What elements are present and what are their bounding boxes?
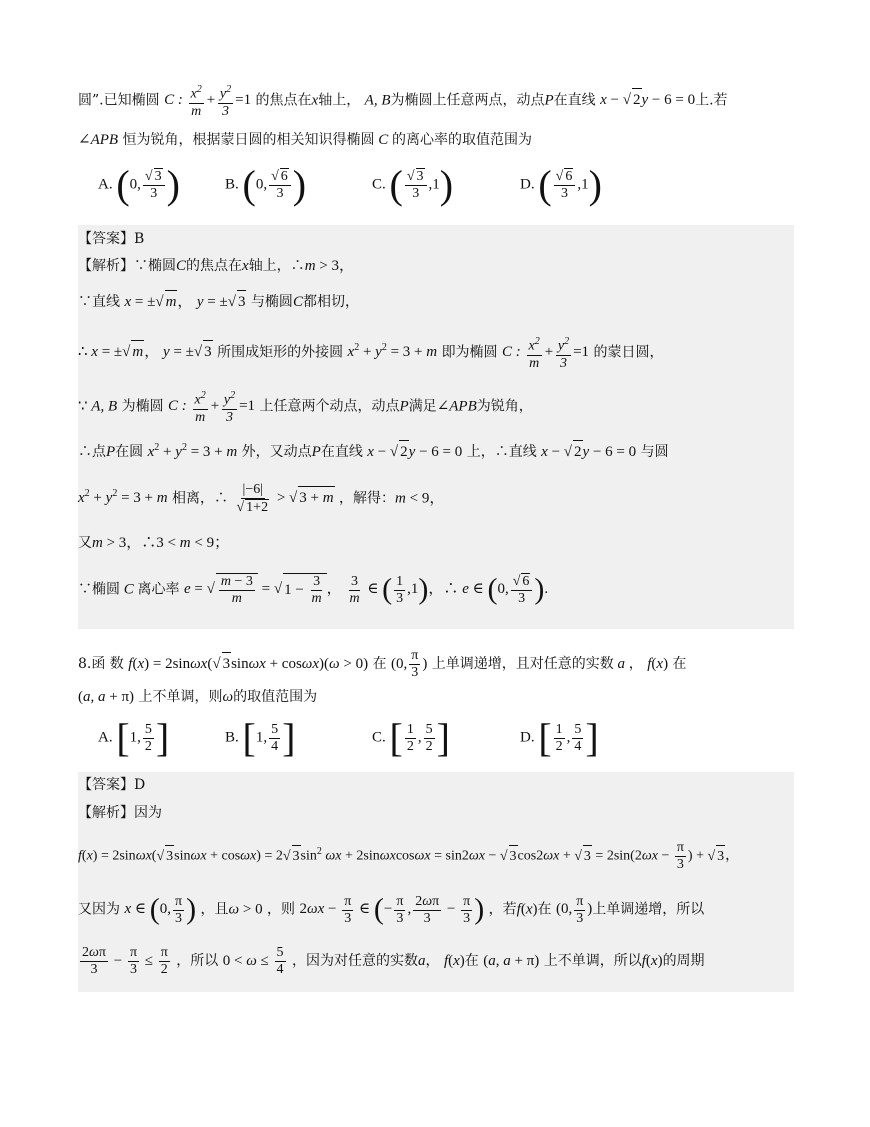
a7-line4 [78, 388, 533, 426]
eq-y: y = ±√ 3 [197, 294, 247, 310]
text: 都相切， [302, 294, 359, 310]
text: 上，∴直线 [466, 444, 537, 460]
fx: f(x) [647, 655, 669, 672]
text: ∵直线 [78, 294, 120, 310]
a7-line6 [78, 482, 444, 516]
q7-line2 [78, 129, 532, 151]
text: 外，又动点 [241, 444, 312, 460]
text: 与圆 [640, 444, 669, 460]
text: 上单调递增，且对任意的实数 [431, 655, 614, 672]
var-omega: ω [222, 689, 234, 705]
text: 的焦点在 [186, 258, 243, 274]
text: 圆”.已知椭圆 [78, 92, 160, 109]
text: 相离，∴ [172, 490, 229, 507]
a7-line8 [78, 570, 548, 610]
circle-eq: $x^2 + y^2 = 3 + m$ [78, 488, 168, 507]
option-label: B. [225, 176, 239, 193]
text: ∵椭圆 [78, 581, 120, 598]
text: 在直线 [553, 92, 596, 109]
text: 轴上，∴ [248, 258, 305, 274]
var-p: P [311, 444, 321, 460]
option-label: B. [225, 729, 239, 746]
text: 上.若 [695, 92, 728, 109]
q8-option-a[interactable]: A. [1, $\frac{5}{2}$ ] [98, 715, 170, 760]
text: ，若 [488, 901, 517, 918]
eccentricity-eq: e = √ $\frac{m - 3}{m}$ = √ 1 − $\frac{3}{m}$ ， $\frac{3}{m}$ ∈ ( $\frac{1}{3}$ ,1)，∴ e ∈ (0, √ $\frac{6}{3}$ ). [184, 581, 548, 597]
line-eq: x − √ 2y − 6 = 0 [541, 444, 636, 460]
omega-pos: ω > 0 [228, 901, 263, 918]
var-p: P [399, 398, 409, 415]
fx: f(x) [641, 952, 663, 969]
eq: ∴ x = ±√ m， y = ±√ 3 [78, 344, 213, 360]
var-c: C [292, 294, 303, 310]
angle-apb: ∠APB [78, 132, 119, 148]
distance-ineq: |−6| √ 1+2 > √ 3 + m [232, 490, 334, 506]
a7-line5 [78, 437, 669, 463]
text: ，则 [267, 901, 296, 918]
a8-line2: f(x) = 2sinωx(√ 3sinωx + cosωx) = 2√ $3\sin^2$ ωx + 2sinωxcosωx = sin2ωx − √ 3cos2ωx + √ 3 = 2sin(2ωx − $\frac{\pi}{3}$ ) + √ 3， [78, 840, 739, 873]
text: 在 [372, 655, 387, 672]
interval: (0, $\frac{\pi}{3}$ ) [391, 648, 428, 680]
text: ，因为对任意的实数 [291, 952, 418, 969]
var-a: a [613, 655, 629, 672]
ineq: m > 3，∴3 < m < 9； [92, 535, 230, 551]
text: 在直线 [320, 444, 363, 460]
a7-line1 [78, 255, 354, 277]
text: 恒为锐角，根据蒙日圆的相关知识得椭圆 [122, 132, 375, 148]
angle-apb: ∠APB [436, 398, 477, 415]
interval: (0, $\frac{\pi}{3}$ ) [555, 893, 593, 926]
because-ab: ∵ A, B [78, 398, 118, 415]
text: ，解得： [339, 490, 396, 507]
fx: f(x) [516, 901, 538, 918]
text: 在 [464, 952, 479, 969]
text: 在 [672, 655, 687, 672]
line-eq: x − √ 2y − 6 = 0 [367, 444, 462, 460]
var-x: x [311, 92, 319, 109]
a8-line3 [78, 890, 704, 930]
text: 即为椭圆 [441, 344, 498, 361]
text: 为锐角， [476, 398, 533, 415]
omega-range: 0 < ω ≤ $\frac{5}{4}$ [222, 945, 284, 977]
text: 8.函 数 [78, 655, 124, 672]
ellipse-eq: C : $\frac{x^2}{m}$ + $\frac{y^2}{3}$ =1 [502, 336, 590, 371]
q7-option-a[interactable]: A. (0, √ $\frac{3}{3}$ ) [98, 165, 180, 205]
text: 满足 [408, 398, 437, 415]
x-interval: x ∈ (0, $\frac{\pi}{3}$ ) [124, 893, 197, 926]
interval-a: (a, a + π) [78, 689, 135, 705]
a8-line4: $\frac{2\omega\pi}{3}$ − $\frac{\pi}{3}$ ≤ $\frac{\pi}{2}$ ，所以 0 < ω ≤ $\frac{5}{4}$ ，因为对任意的实数a， f(x)在 (a, a + π) 上不单调，所以f(x)的周期 [78, 945, 705, 978]
ineq: $\frac{2\omega\pi}{3}$ − $\frac{\pi}{3}$ ≤ $\frac{\pi}{2}$ [82, 945, 168, 977]
option-label: A. [98, 176, 113, 193]
q8-option-b[interactable]: B. [1, $\frac{5}{4}$ ] [225, 715, 296, 760]
option-label: C. [372, 729, 386, 746]
text: 的焦点在 [255, 92, 312, 109]
option-label: D. [520, 729, 535, 746]
circle-eq: $x^2 + y^2 = 3 + m$ [347, 342, 438, 361]
line-eq: x − √ 2y − 6 = 0 [600, 92, 695, 108]
q8-line1: 8.函 数 f(x) = 2sinωx(√ 3sinωx + cosωx)(ω > 0) 在 (0, $\frac{\pi}{3}$ ) 上单调递增，且对任意的实数 a ， f(x) 在 [78, 648, 687, 681]
text: 的离心率的取值范围为 [392, 132, 533, 148]
q8-option-d[interactable]: D. [ $\frac{1}{2}$ , $\frac{5}{4}$ ] [520, 715, 599, 760]
ellipse-eq: C : $\frac{x^2}{m}$ + $\frac{y^2}{3}$ =1 [168, 390, 256, 425]
a7-answer: 【答案】B [78, 231, 145, 247]
text: 【解析】∵椭圆 [78, 258, 176, 274]
var-c: C [120, 581, 138, 598]
a7-line2 [78, 290, 359, 313]
ineq: m < 9， [395, 490, 445, 507]
option-label: D. [520, 176, 535, 193]
interval-a: (a, a + π) [483, 952, 540, 969]
text: 的周期 [662, 952, 705, 969]
var-p: P [544, 92, 554, 109]
var-c: C [374, 132, 393, 148]
var-ab: A, B [364, 92, 391, 109]
q7-option-d[interactable]: D. ( √ $\frac{6}{3}$ ,1) [520, 165, 602, 205]
q7-option-b[interactable]: B. (0, √ $\frac{6}{3}$ ) [225, 165, 306, 205]
var-x: x [242, 258, 249, 274]
text: 又因为 [78, 901, 120, 918]
text: 上单调递增，所以 [592, 901, 705, 918]
option-label: C. [372, 176, 386, 193]
text: 为椭圆上任意两点，动点 [390, 92, 545, 109]
text: 上不单调，则 [138, 689, 223, 705]
text: 上不单调，所以 [543, 952, 642, 969]
text: ∴点 [78, 444, 106, 460]
text: 的蒙日圆， [593, 344, 664, 361]
ineq: m > 3， [304, 258, 354, 274]
arg-range: 2ωx − $\frac{\pi}{3}$ ∈ (− $\frac{\pi}{3}$ , $\frac{2\omega\pi}{3}$ − $\frac{\pi}{3}$ ) [299, 893, 485, 926]
a7-line7 [78, 532, 229, 554]
text: 离心率 [137, 581, 180, 598]
ellipse-eq: C : $\frac{x^2}{m}$ + $\frac{y^2}{3}$ =1 [164, 84, 252, 119]
text: 又 [78, 535, 92, 551]
circle-eq: $x^2 + y^2 = 3 + m$ [147, 442, 238, 460]
q7-option-c[interactable]: C. ( √ $\frac{3}{3}$ ,1) [372, 165, 453, 205]
text: ，且 [200, 901, 229, 918]
var-a: a [417, 952, 426, 969]
text: 为椭圆 [121, 398, 164, 415]
eq-x: x = ±√ m， [124, 294, 192, 310]
var-p: P [106, 444, 116, 460]
q8-option-c[interactable]: C. [ $\frac{1}{2}$ , $\frac{5}{2}$ ] [372, 715, 450, 760]
text: ，所以 [176, 952, 219, 969]
text: 所围成矩形的外接圆 [217, 344, 344, 361]
a8-line1: 【解析】因为 [78, 805, 162, 821]
text: 与椭圆 [250, 294, 293, 310]
text: 上任意两个动点，动点 [259, 398, 400, 415]
text: 在圆 [115, 444, 144, 460]
text: 在 [537, 901, 552, 918]
a8-answer: 【答案】D [78, 777, 146, 793]
text: 轴上， [318, 92, 361, 109]
q7-line1 [78, 82, 728, 120]
a7-line3 [78, 334, 664, 372]
answer-block-7 [78, 225, 794, 629]
option-label: A. [98, 729, 113, 746]
function-def: f(x) = 2sinωx(√ 3sinωx + cosωx)(ω > 0) [128, 656, 368, 672]
fx: f(x) [443, 952, 465, 969]
text: 的取值范围为 [233, 689, 318, 705]
var-c: C [176, 258, 187, 274]
q8-line2 [78, 686, 317, 708]
